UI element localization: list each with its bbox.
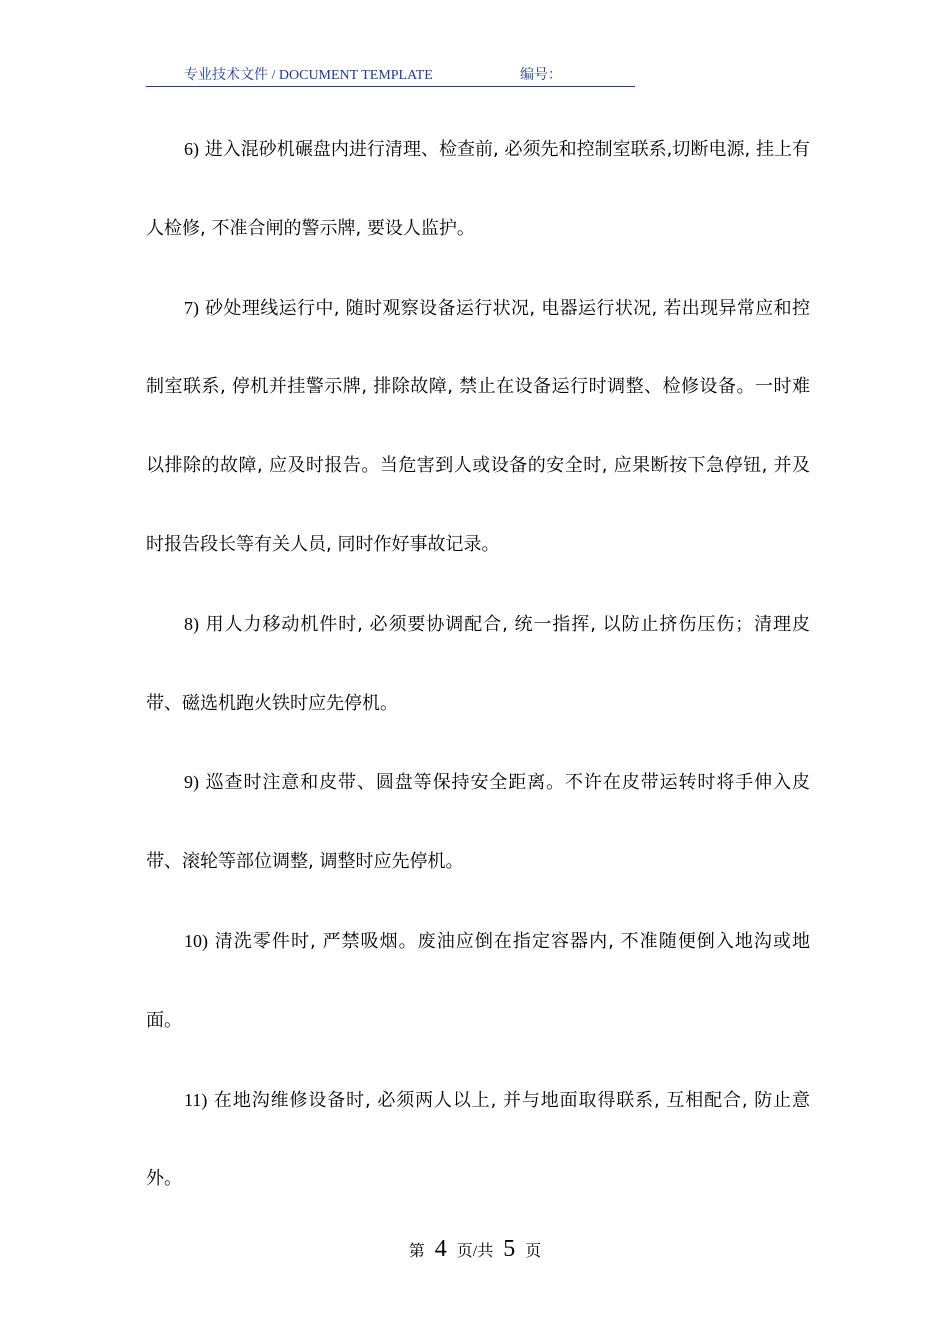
paragraph-number: 7)	[184, 297, 199, 318]
footer-suffix: 页	[525, 1243, 542, 1260]
paragraph-number: 10)	[184, 930, 208, 951]
header-number-label: 编号：	[520, 68, 562, 83]
paragraph-8	[146, 585, 810, 744]
footer-prefix: 第	[408, 1243, 425, 1260]
footer-middle: 页/共	[456, 1243, 494, 1260]
paragraph-number: 11)	[184, 1089, 208, 1110]
document-body	[146, 110, 810, 1219]
paragraph-10	[146, 902, 810, 1061]
page-footer	[0, 1236, 950, 1263]
paragraph-6	[146, 110, 810, 269]
page-header	[146, 66, 635, 87]
current-page-number: 4	[434, 1236, 447, 1262]
paragraph-text: 在地沟维修设备时, 必须两人以上, 并与地面取得联系, 互相配合, 防止意外。	[146, 1089, 810, 1190]
paragraph-text: 用人力移动机件时, 必须要协调配合, 统一指挥, 以防止挤伤压伤；清理皮带、磁选机跑火铁时应先停机。	[146, 613, 810, 714]
paragraph-number: 6)	[184, 139, 199, 159]
header-title: 专业技术文件 / DOCUMENT TEMPLATE	[184, 68, 433, 83]
paragraph-7	[146, 269, 810, 585]
paragraph-11	[146, 1061, 810, 1220]
paragraph-number: 9)	[184, 772, 199, 793]
paragraph-text: 砂处理线运行中, 随时观察设备运行状况, 电器运行状况, 若出现异常应和控制室联系, 停机并挂警示牌, 排除故障, 禁止在设备运行时调整、检修设备。一时难以排除的故障, 应及时报告。当危害到人或设备的安全时, 应果断按下急停钮, 并及时报告段长等有关人员, 同时作好事故记录。	[146, 297, 810, 555]
paragraph-text: 进入混砂机碾盘内进行清理、检查前, 必须先和控制室联系,切断电源, 挂上有人检修, 不准合闸的警示牌, 要设人监护。	[146, 139, 810, 239]
paragraph-text: 清洗零件时, 严禁吸烟。废油应倒在指定容器内, 不准随便倒入地沟或地面。	[146, 930, 810, 1031]
paragraph-text: 巡查时注意和皮带、圆盘等保持安全距离。不许在皮带运转时将手伸入皮带、滚轮等部位调整, 调整时应先停机。	[146, 772, 810, 873]
paragraph-9	[146, 743, 810, 902]
total-page-number: 5	[503, 1236, 516, 1262]
paragraph-number: 8)	[184, 613, 199, 634]
